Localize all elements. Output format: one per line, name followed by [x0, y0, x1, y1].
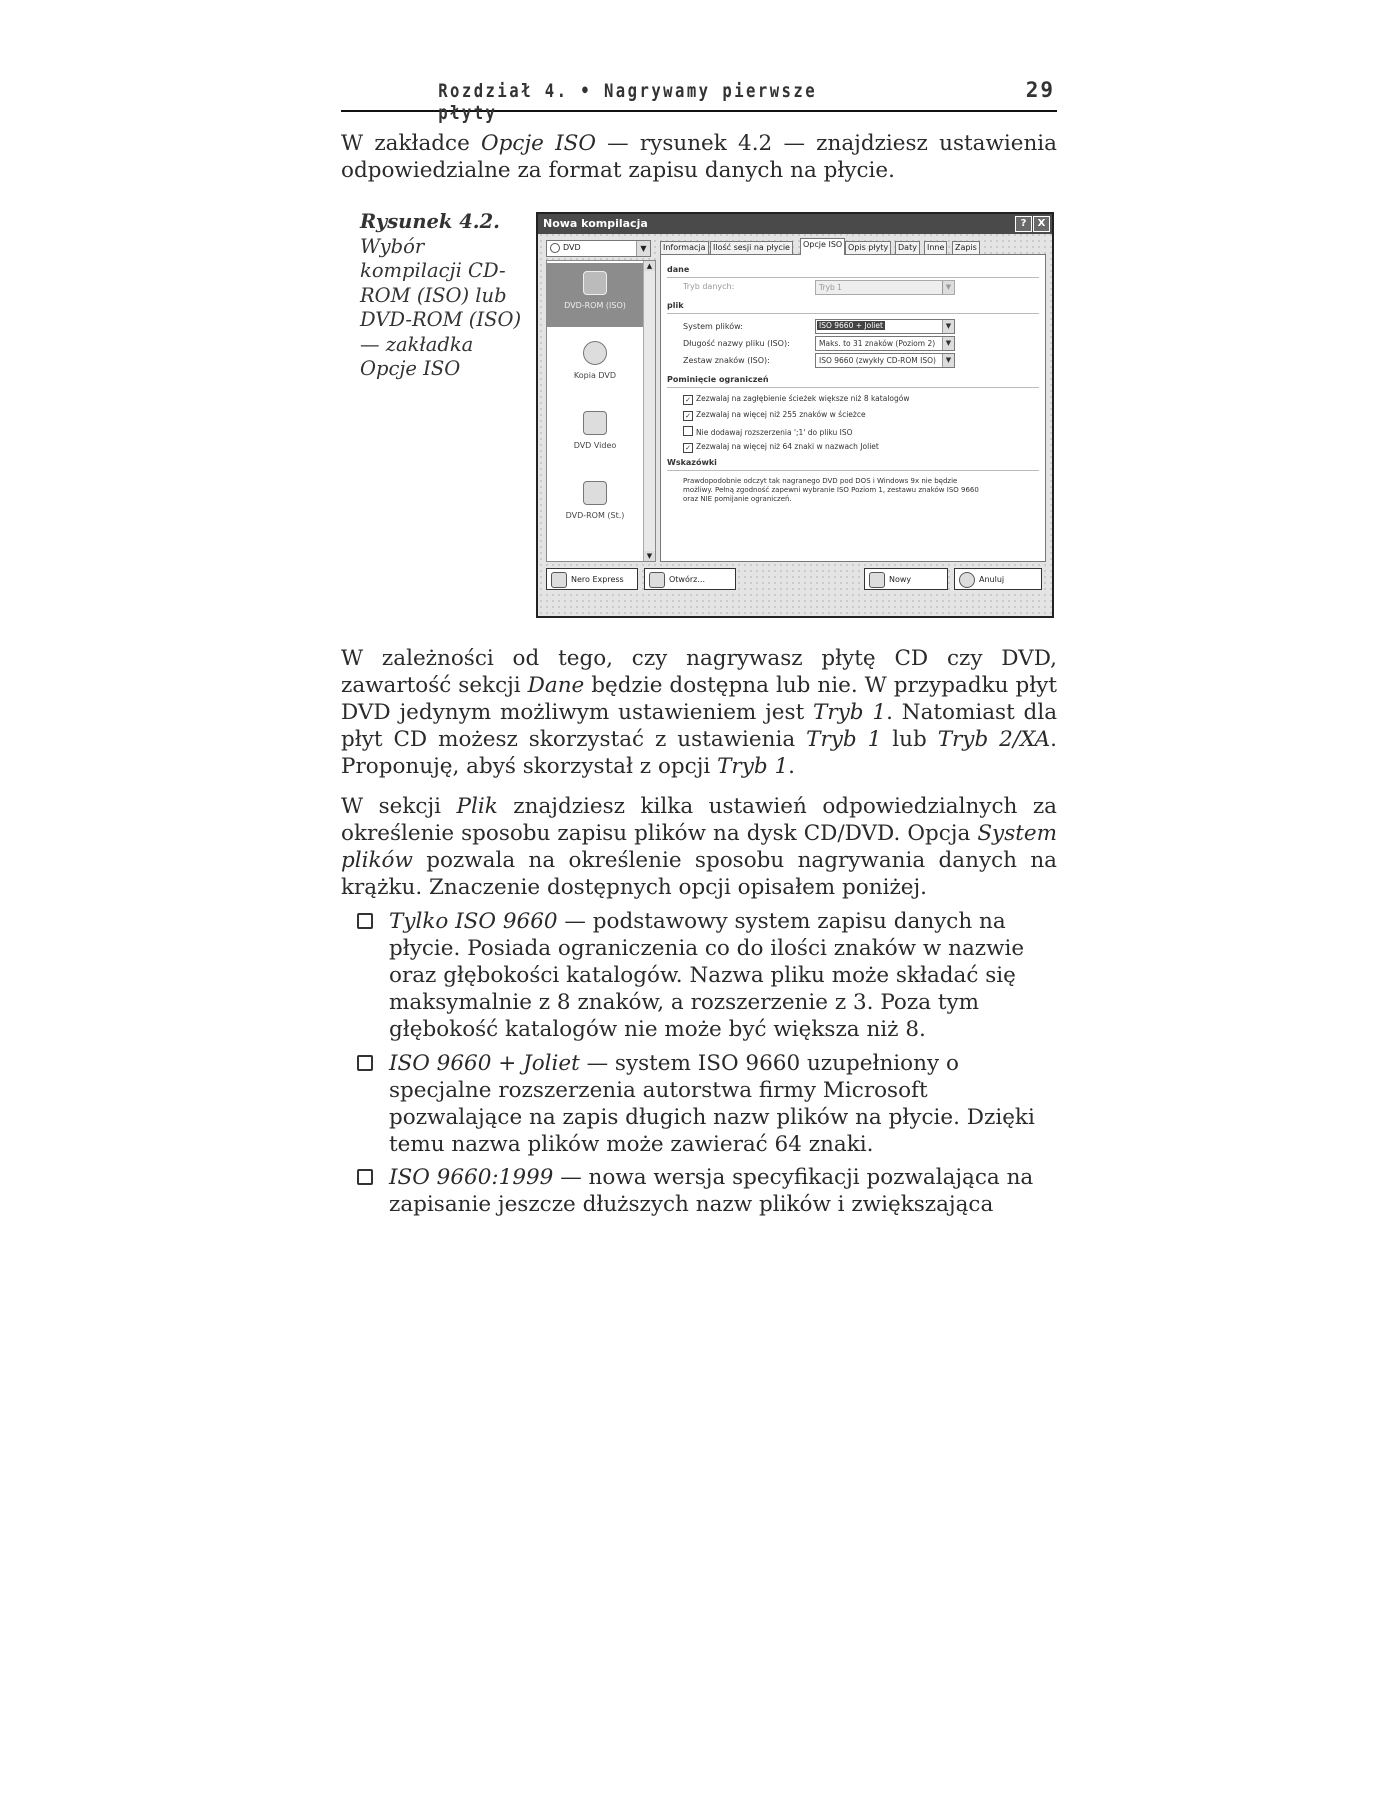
film-icon: [583, 411, 607, 435]
chapter-title: Rozdział 4. • Nagrywamy pierwsze płyty: [438, 80, 818, 124]
checkbox-label: Zezwalaj na więcej niż 64 znaki w nazwach Joliet: [696, 442, 879, 451]
dlugosc-label: Długość nazwy pliku (ISO):: [683, 339, 790, 348]
running-header: [341, 78, 1057, 124]
text-run: znajdziesz kilka ustawień odpowiedzialnych za określenie sposobu zapisu plików na dysk CD/DVD. Opcja: [341, 794, 1057, 846]
checkbox-bullet-icon: [357, 1169, 373, 1185]
divider: [667, 277, 1039, 278]
section-pominiecie: Pominięcie ograniczeń: [667, 375, 769, 384]
list-item[interactable]: [547, 473, 643, 537]
section-plik: plik: [667, 301, 684, 310]
checkbox-label: Zezwalaj na więcej niż 255 znaków w ścieżce: [696, 410, 866, 419]
tab-content-opcje-iso: [660, 254, 1046, 562]
page-number: 29: [1025, 78, 1055, 102]
chevron-down-icon[interactable]: ▼: [942, 354, 954, 367]
section-wskazowki: Wskazówki: [667, 458, 717, 467]
text-run: — system ISO 9660 uzupełniony o specjalne rozszerzenia autorstwa firmy Microsoft pozwalające na zapis długich nazw plików na płycie. Dzięki temu nazwa plików może zawierać 64 znaki.: [389, 1051, 1035, 1157]
text-run: lub: [881, 727, 938, 752]
text-run: . Natomiast dla płyt CD możesz skorzystać z ustawienia: [341, 700, 1058, 752]
disc-type-combo[interactable]: [546, 240, 651, 257]
nero-dialog-screenshot: [536, 212, 1054, 618]
cancel-icon: [959, 572, 975, 588]
checkbox-label: Zezwalaj na zagłębienie ścieżek większe niż 8 katalogów: [696, 394, 910, 403]
emphasis: Tryb 1: [813, 700, 887, 725]
checkbox-path-length[interactable]: [683, 410, 866, 421]
checkbox-checked-icon[interactable]: ✓: [683, 395, 693, 405]
dialog-button-bar: [546, 568, 1044, 594]
window-title: Nowa kompilacja: [543, 217, 648, 230]
disc-icon: [550, 243, 560, 253]
tab-inne[interactable]: Inne: [924, 241, 947, 254]
figure-caption: [360, 210, 530, 382]
divider: [667, 313, 1039, 314]
checkbox-label: Nie dodawaj rozszerzenia ';1' do pliku ISO: [696, 428, 853, 437]
emphasis: Dane: [527, 673, 585, 698]
chevron-down-icon[interactable]: ▼: [942, 337, 954, 350]
text-run: W zależności od tego, czy nagrywasz płytę CD czy DVD, zawartość sekcji: [341, 646, 1057, 698]
combo-value: DVD: [563, 243, 581, 252]
open-folder-icon: [649, 572, 665, 588]
emphasis: Tryb 2/XA: [937, 727, 1051, 752]
cancel-button[interactable]: [954, 568, 1042, 590]
tab-opcje-iso[interactable]: Opcje ISO: [800, 238, 845, 255]
text-run: .: [788, 754, 795, 779]
chevron-down-icon[interactable]: ▼: [636, 241, 650, 256]
section-dane: dane: [667, 265, 690, 274]
list-item[interactable]: [547, 263, 643, 327]
chevron-up-icon[interactable]: ▲: [644, 261, 655, 271]
emphasis: Plik: [456, 794, 498, 819]
text-run: W sekcji: [341, 794, 457, 819]
tab-zapis[interactable]: Zapis: [952, 241, 980, 254]
tryb-select[interactable]: [815, 280, 955, 295]
help-icon[interactable]: ?: [1015, 216, 1032, 232]
hint-text: Prawdopodobnie odczyt tak nagranego DVD pod DOS i Windows 9x nie będzie możliwy. Pełną zgodność zapewni wybranie ISO Poziom 1, zestawu znaków ISO 9660 oraz NIE pomijanie ograniczeń.: [683, 477, 979, 503]
button-label: Anuluj: [979, 575, 1005, 584]
system-value: ISO 9660 + Joliet: [819, 321, 883, 330]
tab-opis-plyty[interactable]: Opis płyty: [845, 241, 891, 254]
emphasis: System plików: [341, 821, 1057, 873]
list-item-label: DVD Video: [573, 441, 617, 450]
new-button[interactable]: [864, 568, 948, 590]
chevron-down-icon[interactable]: ▼: [644, 551, 655, 561]
open-button[interactable]: [644, 568, 736, 590]
list-item-label: DVD-ROM (St.): [565, 511, 625, 520]
emphasis: Tryb 1: [717, 754, 789, 779]
checkbox-bullet-icon: [357, 913, 373, 929]
chevron-down-icon[interactable]: ▼: [942, 281, 954, 294]
disc-copy-icon: [583, 341, 607, 365]
divider: [667, 470, 1039, 471]
intro-paragraph: [341, 130, 1057, 184]
dvd-rom-iso-icon: [583, 271, 607, 295]
checkbox-depth[interactable]: [683, 394, 909, 405]
tryb-label: Tryb danych:: [683, 282, 735, 291]
file-system-select[interactable]: [815, 319, 955, 334]
zestaw-value: ISO 9660 (zwykły CD-ROM ISO): [819, 356, 936, 365]
close-icon[interactable]: X: [1033, 216, 1050, 232]
charset-select[interactable]: [815, 353, 955, 368]
checkbox-checked-icon[interactable]: ✓: [683, 443, 693, 453]
dlugosc-value: Maks. to 31 znaków (Poziom 2): [819, 339, 936, 348]
tryb-value: Tryb 1: [819, 283, 842, 292]
button-label: Otwórz...: [669, 575, 705, 584]
tab-daty[interactable]: Daty: [895, 241, 920, 254]
name-length-select[interactable]: [815, 336, 955, 351]
list-item[interactable]: [547, 403, 643, 467]
text-run: będzie dostępna lub nie. W przypadku płyt DVD jedynym możliwym ustawieniem jest: [341, 673, 1057, 725]
text-run: — nowa wersja specyfikacji pozwalająca na zapisanie jeszcze dłuższych nazw plików i zwiększająca: [389, 1165, 1034, 1217]
button-label: Nero Express: [571, 575, 624, 584]
tab-ilosc-sesji[interactable]: Ilość sesji na płycie: [710, 241, 793, 254]
checkbox-checked-icon[interactable]: ✓: [683, 411, 693, 421]
system-label: System plików:: [683, 322, 743, 331]
emphasis: ISO 9660 + Joliet: [389, 1051, 580, 1076]
nero-express-button[interactable]: [546, 568, 638, 590]
new-document-icon: [869, 572, 885, 588]
paragraph-plik: [341, 793, 1057, 901]
divider: [667, 387, 1039, 388]
scrollbar[interactable]: [643, 261, 655, 561]
checkbox-joliet-names[interactable]: [683, 442, 879, 453]
text-run: . Proponuję, abyś skorzystał z opcji: [341, 727, 1057, 779]
button-label: Nowy: [889, 575, 912, 584]
emphasis: Tylko ISO 9660: [389, 909, 558, 934]
compilation-type-list: [546, 260, 656, 562]
zestaw-label: Zestaw znaków (ISO):: [683, 356, 770, 365]
chevron-down-icon[interactable]: ▼: [942, 320, 954, 333]
list-item-label: DVD-ROM (ISO): [564, 301, 626, 310]
window-titlebar: [538, 214, 1052, 234]
figure-caption-text: Wybór kompilacji CD-ROM (ISO) lub DVD-ROM (ISO) — zakładka Opcje ISO: [360, 234, 522, 380]
text-run: W zakładce: [341, 131, 482, 156]
checkbox-unchecked-icon[interactable]: [683, 426, 693, 436]
text-run: — podstawowy system zapisu danych na płycie. Posiada ograniczenia co do ilości znaków w nazwie oraz głębokości katalogów. Nazwa pliku może składać się maksymalnie z 8 znaków, a rozszerzenie z 3. Poza tym głębokość katalogów nie może być większa niż 8.: [389, 909, 1025, 1042]
paragraph-dane: [341, 645, 1057, 780]
dvd-rom-icon: [583, 481, 607, 505]
checkbox-no-extension[interactable]: [683, 426, 853, 437]
list-item[interactable]: [547, 333, 643, 397]
tab-informacja[interactable]: Informacja: [660, 241, 709, 254]
figure-label: Rysunek 4.2.: [360, 210, 500, 233]
emphasis: Tryb 1: [806, 727, 882, 752]
text-run: pozwala na określenie sposobu nagrywania danych na krążku. Znaczenie dostępnych opcji opisałem poniżej.: [341, 848, 1057, 900]
emphasis: ISO 9660:1999: [389, 1165, 554, 1190]
emphasis: Opcje ISO: [481, 131, 596, 156]
text-run: — rysunek 4.2 — znajdziesz ustawienia odpowiedzialne za format zapisu danych na płycie.: [341, 131, 1057, 183]
nero-express-icon: [551, 572, 567, 588]
list-item-label: Kopia DVD: [573, 371, 617, 380]
checkbox-bullet-icon: [357, 1055, 373, 1071]
